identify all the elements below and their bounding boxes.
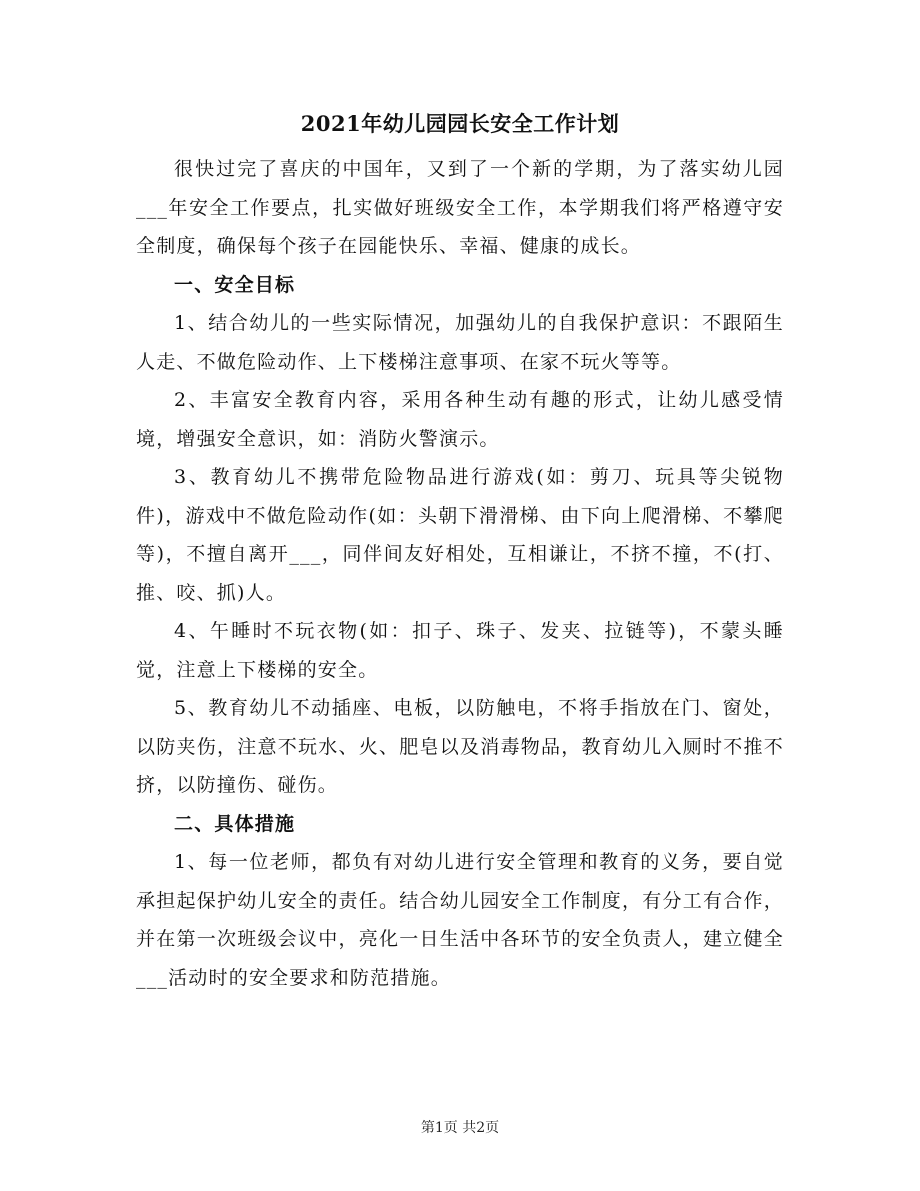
document-body <box>136 150 784 997</box>
page-footer: 第1页 共2页 <box>420 1120 500 1136</box>
goal-item-3: 3、教育幼儿不携带危险物品进行游戏(如：剪刀、玩具等尖锐物件)，游戏中不做危险动作(如：头朝下滑滑梯、由下向上爬滑梯、不攀爬等)，不擅自离开___，同伴间友好相处，互相谦让，不挤不撞，不(打、推、咬、抓)人。 <box>136 466 784 604</box>
measure-item-1: 1、每一位老师，都负有对幼儿进行安全管理和教育的义务，要自觉承担起保护幼儿安全的责任。结合幼儿园安全工作制度，有分工有合作，并在第一次班级会议中，亮化一日生活中各环节的安全负责人，建立健全___活动时的安全要求和防范措施。 <box>136 851 784 989</box>
section-heading-safety-goals: 一、安全目标 <box>174 273 296 296</box>
goal-item-2: 2、丰富安全教育内容，采用各种生动有趣的形式，让幼儿感受情境，增强安全意识，如：消防火警演示。 <box>136 389 784 450</box>
intro-paragraph: 很快过完了喜庆的中国年，又到了一个新的学期，为了落实幼儿园___年安全工作要点，扎实做好班级安全工作，本学期我们将严格遵守安全制度，确保每个孩子在园能快乐、幸福、健康的成长。 <box>136 158 784 257</box>
goal-item-4: 4、午睡时不玩衣物(如：扣子、珠子、发夹、拉链等)，不蒙头睡觉，注意上下楼梯的安全。 <box>136 620 784 681</box>
document-title: 2021年幼儿园园长安全工作计划 <box>300 111 620 136</box>
section-heading-measures: 二、具体措施 <box>174 812 296 835</box>
goal-item-5: 5、教育幼儿不动插座、电板，以防触电，不将手指放在门、窗处，以防夹伤，注意不玩水、火、肥皂以及消毒物品，教育幼儿入厕时不推不挤，以防撞伤、碰伤。 <box>136 697 784 796</box>
goal-item-1: 1、结合幼儿的一些实际情况，加强幼儿的自我保护意识：不跟陌生人走、不做危险动作、上下楼梯注意事项、在家不玩火等等。 <box>136 312 784 373</box>
